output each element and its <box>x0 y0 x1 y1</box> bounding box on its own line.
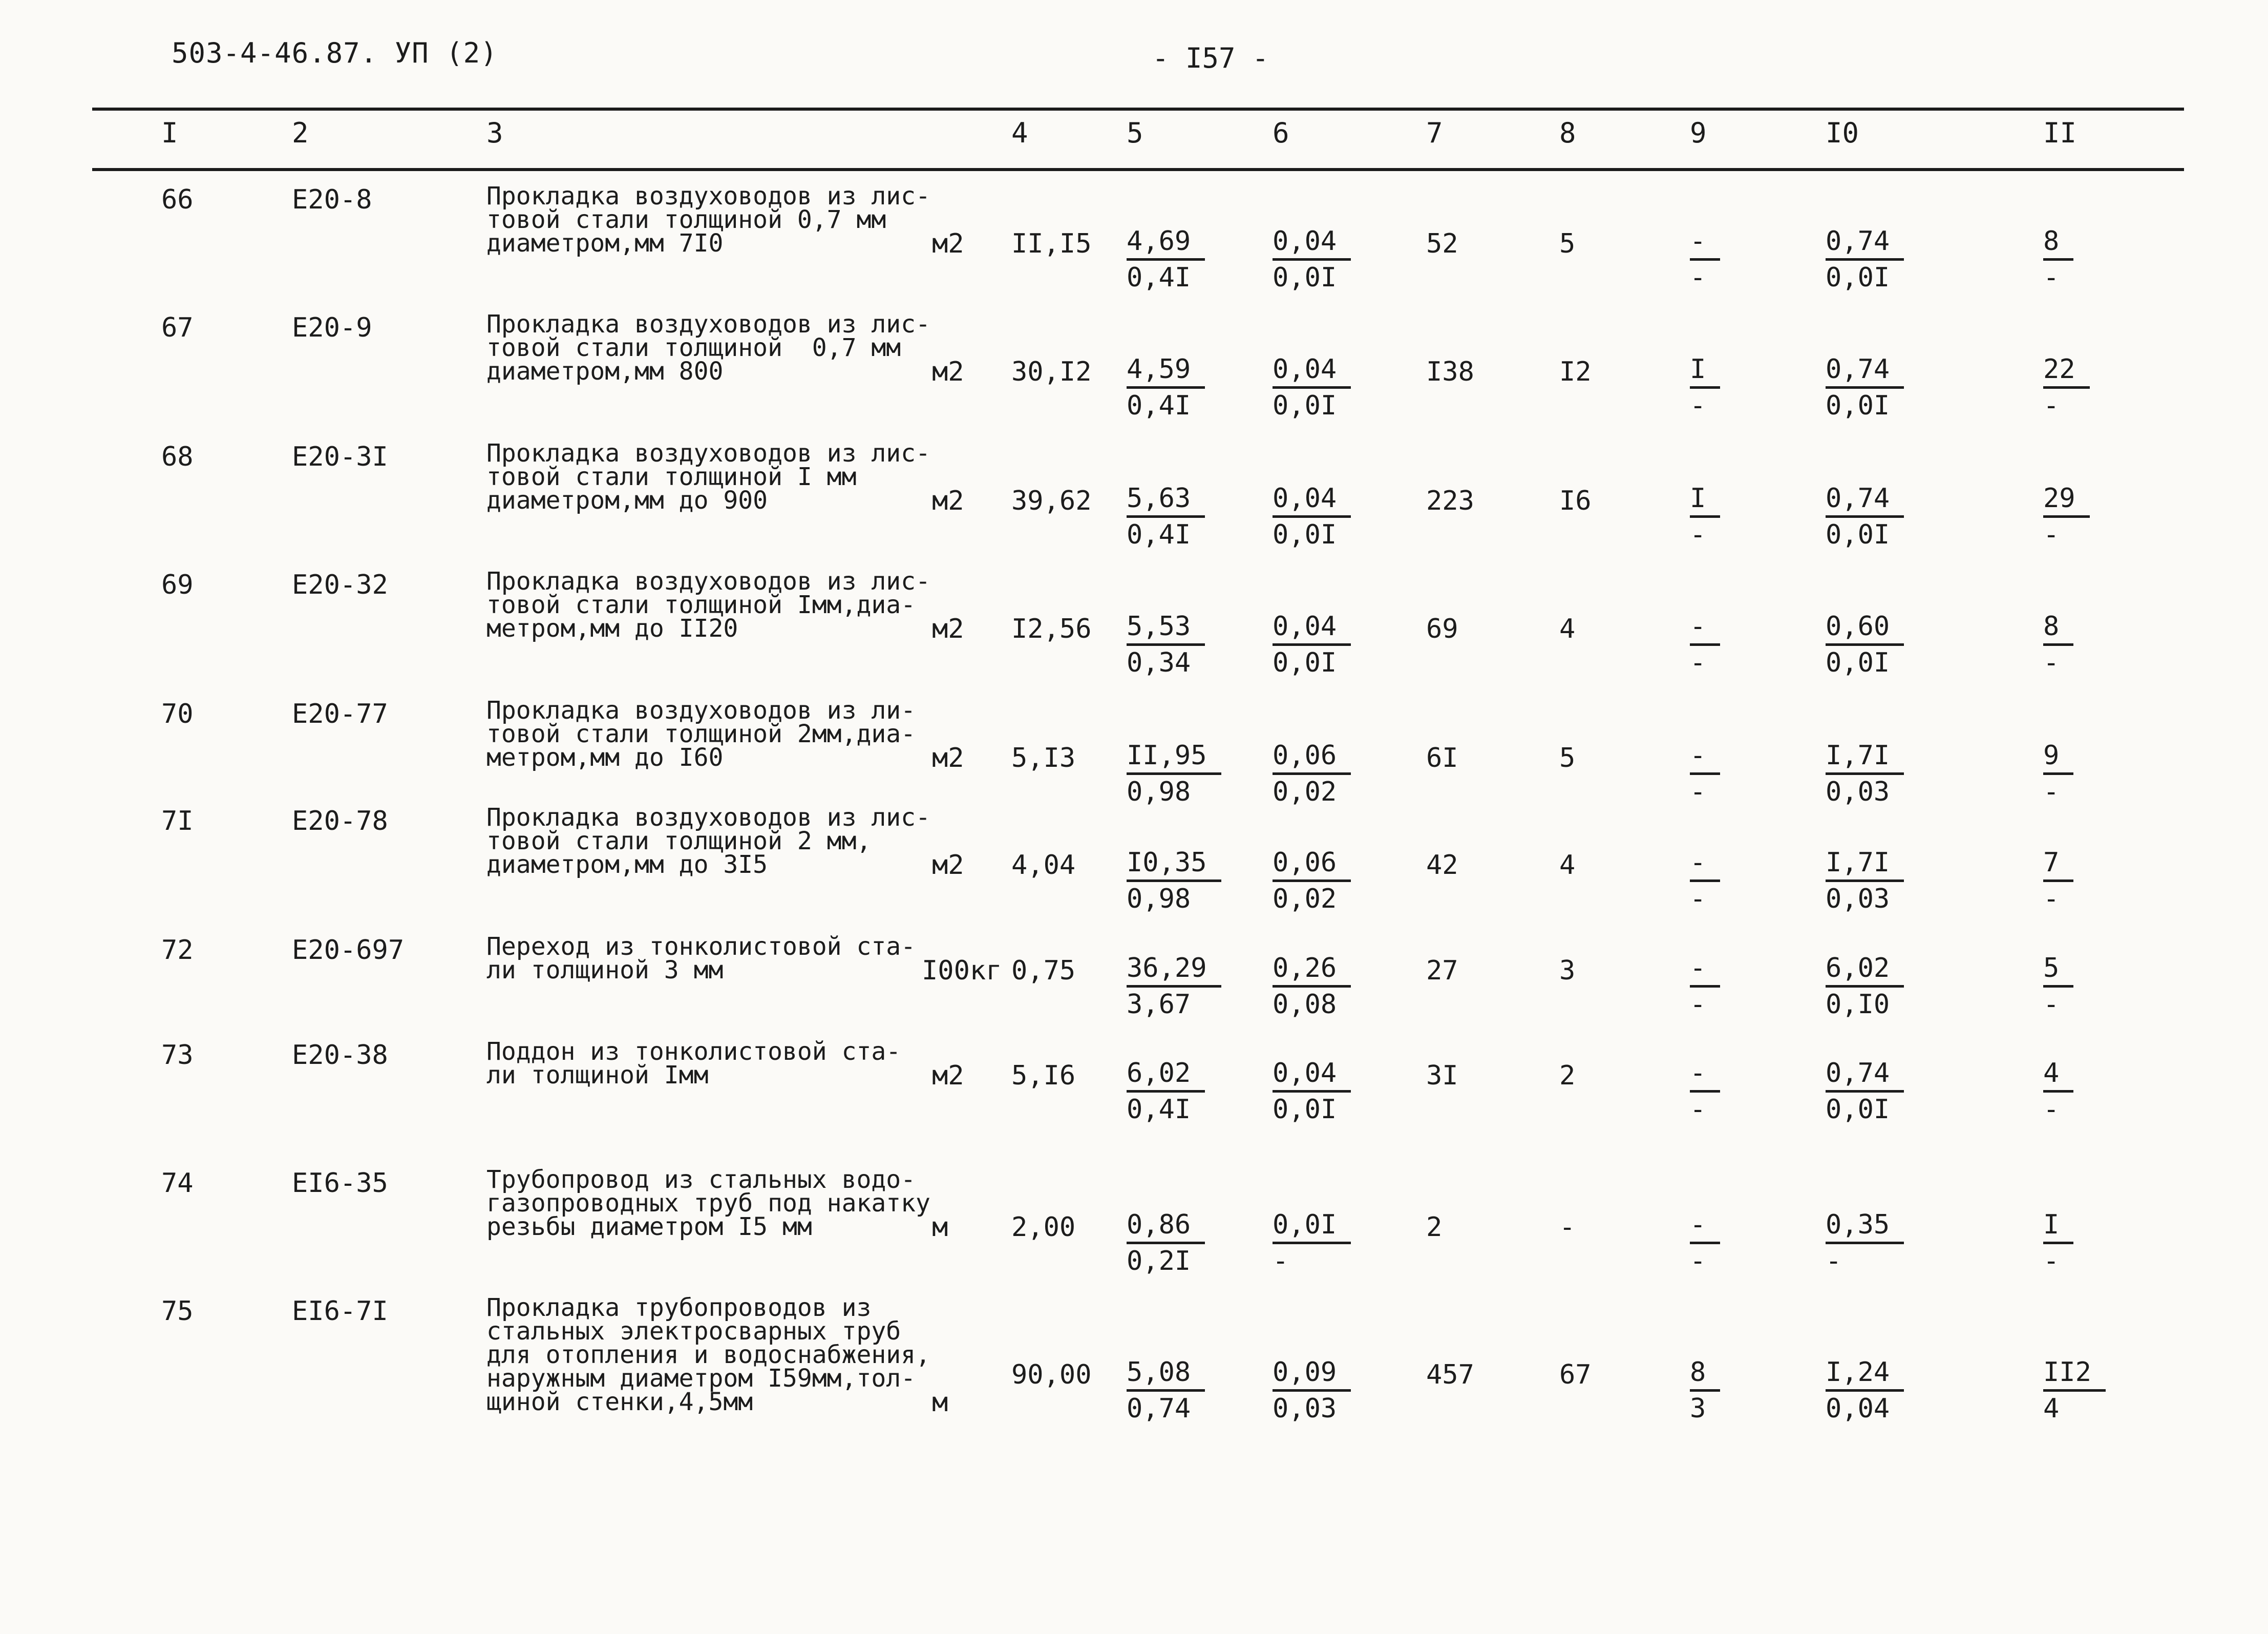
fraction-denominator: 0,03 <box>1273 1393 1337 1424</box>
fraction-denominator: 0,08 <box>1273 989 1337 1020</box>
fraction-denominator: 0,03 <box>1826 884 1890 914</box>
description-line: резьбы диаметром I5 мм <box>486 1212 812 1241</box>
row-number: 74 <box>161 1168 194 1199</box>
fraction-numerator: - <box>1690 224 1720 261</box>
fraction-c9 <box>1690 224 1720 295</box>
fraction-denominator: - <box>2043 390 2060 421</box>
fraction-c6 <box>1273 481 1351 552</box>
row-number: 75 <box>161 1296 194 1327</box>
fraction-numerator: 5,63 <box>1127 481 1205 518</box>
fraction-c9 <box>1690 1355 1720 1426</box>
fraction-numerator: 4 <box>2043 1056 2073 1093</box>
description-line: товой стали толщиной 0,7 мм <box>486 205 886 234</box>
column-8-value: 4 <box>1559 850 1576 881</box>
fraction-numerator: 5,08 <box>1127 1355 1205 1392</box>
work-description <box>486 803 930 879</box>
fraction-c11 <box>2043 1355 2106 1426</box>
work-description <box>486 1165 930 1241</box>
column-8-value: 5 <box>1559 228 1576 259</box>
description-line: Прокладка воздуховодов из лис- <box>486 182 930 211</box>
column-7-value: 457 <box>1426 1359 1474 1390</box>
norm-code: EI6-35 <box>292 1168 388 1199</box>
fraction-numerator: 0,09 <box>1273 1355 1351 1392</box>
description-line: Прокладка воздуховодов из лис- <box>486 310 930 339</box>
unit: м <box>932 1387 948 1418</box>
fraction-numerator: 0,74 <box>1826 352 1904 389</box>
fraction-c5 <box>1127 610 1205 680</box>
fraction-c10 <box>1826 1056 1904 1126</box>
fraction-c10 <box>1826 846 1904 916</box>
description-line: Прокладка воздуховодов из лис- <box>486 803 930 832</box>
fraction-denominator: - <box>2043 1246 2060 1276</box>
fraction-c5 <box>1127 352 1205 423</box>
fraction-denominator: - <box>1690 262 1706 293</box>
norm-code: E20-78 <box>292 806 388 836</box>
description-line: диаметром,мм 7I0 <box>486 229 724 258</box>
column-8-value: 3 <box>1559 955 1576 986</box>
column-header-8: 8 <box>1559 117 1576 149</box>
fraction-denominator: - <box>1690 1094 1706 1125</box>
fraction-c6 <box>1273 846 1351 916</box>
fraction-c11 <box>2043 739 2073 809</box>
fraction-denominator: 0,03 <box>1826 777 1890 807</box>
fraction-denominator: 0,0I <box>1826 647 1890 678</box>
fraction-denominator: - <box>1690 519 1706 550</box>
fraction-c10 <box>1826 739 1904 809</box>
fraction-c11 <box>2043 846 2073 916</box>
work-description <box>486 567 930 643</box>
fraction-numerator: - <box>1690 1056 1720 1093</box>
fraction-denominator: 0,0I <box>1826 262 1890 293</box>
fraction-numerator: 0,60 <box>1826 610 1904 646</box>
description-line: Поддон из тонколистовой ста- <box>486 1037 901 1066</box>
unit: м2 <box>932 357 964 387</box>
fraction-denominator: 0,98 <box>1127 884 1191 914</box>
unit: м2 <box>932 1060 964 1091</box>
fraction-c9 <box>1690 481 1720 552</box>
fraction-denominator: 0,74 <box>1127 1393 1191 1424</box>
fraction-c11 <box>2043 224 2073 295</box>
table-top-rule <box>92 108 2184 111</box>
fraction-c9 <box>1690 610 1720 680</box>
column-header-10: I0 <box>1826 117 1859 149</box>
fraction-numerator: - <box>1690 610 1720 646</box>
fraction-numerator: I <box>1690 481 1720 518</box>
fraction-numerator: - <box>1690 846 1720 882</box>
unit: I00кг <box>922 955 1002 986</box>
quantity: 2,00 <box>1011 1212 1076 1243</box>
page-number: - I57 - <box>1152 42 1269 74</box>
column-header-7: 7 <box>1426 117 1443 149</box>
column-7-value: 27 <box>1426 955 1458 986</box>
fraction-c11 <box>2043 1056 2073 1126</box>
column-header-3: 3 <box>486 117 503 149</box>
fraction-denominator: - <box>1690 1246 1706 1276</box>
fraction-c5 <box>1127 951 1221 1021</box>
row-number: 67 <box>161 312 194 343</box>
fraction-c10 <box>1826 1355 1904 1426</box>
unit: м2 <box>932 228 964 259</box>
quantity: I2,56 <box>1011 614 1092 644</box>
fraction-numerator: 6,02 <box>1127 1056 1205 1093</box>
column-7-value: 69 <box>1426 614 1458 644</box>
norm-code: E20-32 <box>292 570 388 600</box>
fraction-numerator: 0,35 <box>1826 1208 1904 1244</box>
quantity: 90,00 <box>1011 1359 1092 1390</box>
column-8-value: I2 <box>1559 357 1592 387</box>
column-7-value: 3I <box>1426 1060 1458 1091</box>
description-line: Прокладка воздуховодов из лис- <box>486 567 930 596</box>
work-description <box>486 696 916 772</box>
fraction-numerator: I,24 <box>1826 1355 1904 1392</box>
fraction-denominator: 0,98 <box>1127 777 1191 807</box>
column-header-11: II <box>2043 117 2077 149</box>
description-line: метром,мм до II20 <box>486 614 738 643</box>
column-7-value: 42 <box>1426 850 1458 881</box>
column-header-1: I <box>161 117 178 149</box>
fraction-denominator: - <box>2043 884 2060 914</box>
work-description <box>486 439 930 515</box>
fraction-denominator: - <box>1690 647 1706 678</box>
table-header-rule <box>92 168 2184 171</box>
fraction-c5 <box>1127 224 1205 295</box>
fraction-numerator: 0,04 <box>1273 610 1351 646</box>
norm-code: E20-3I <box>292 442 388 472</box>
description-line: Трубопровод из стальных водо- <box>486 1165 916 1194</box>
unit: м2 <box>932 743 964 773</box>
fraction-denominator: 0,0I <box>1826 1094 1890 1125</box>
fraction-c6 <box>1273 1208 1351 1278</box>
fraction-c5 <box>1127 481 1205 552</box>
row-number: 7I <box>161 806 194 836</box>
fraction-denominator: - <box>2043 262 2060 293</box>
fraction-c10 <box>1826 1208 1904 1278</box>
fraction-denominator: 0,4I <box>1127 1094 1191 1125</box>
row-number: 72 <box>161 935 194 966</box>
fraction-c9 <box>1690 352 1720 423</box>
fraction-denominator: 3 <box>1690 1393 1706 1424</box>
fraction-numerator: I <box>2043 1208 2073 1244</box>
norm-code: EI6-7I <box>292 1296 388 1327</box>
description-line: Прокладка трубопроводов из <box>486 1293 872 1322</box>
fraction-denominator: 0,04 <box>1826 1393 1890 1424</box>
fraction-numerator: I <box>1690 352 1720 389</box>
fraction-denominator: 0,0I <box>1826 519 1890 550</box>
description-line: метром,мм до I60 <box>486 743 724 772</box>
fraction-c11 <box>2043 610 2073 680</box>
quantity: 0,75 <box>1011 955 1076 986</box>
fraction-denominator: 0,0I <box>1273 519 1337 550</box>
unit: м <box>932 1212 948 1243</box>
fraction-c10 <box>1826 224 1904 295</box>
fraction-c6 <box>1273 1355 1351 1426</box>
unit: м2 <box>932 850 964 881</box>
fraction-denominator: 0,02 <box>1273 884 1337 914</box>
norm-code: E20-38 <box>292 1040 388 1071</box>
fraction-denominator: - <box>1690 390 1706 421</box>
description-line: Переход из тонколистовой ста- <box>486 932 916 961</box>
column-header-6: 6 <box>1273 117 1289 149</box>
description-line: диаметром,мм 800 <box>486 357 724 386</box>
fraction-c6 <box>1273 610 1351 680</box>
column-7-value: 2 <box>1426 1212 1443 1243</box>
unit: м2 <box>932 614 964 644</box>
description-line: товой стали толщиной 2мм,диа- <box>486 720 916 748</box>
description-line: Прокладка воздуховодов из лис- <box>486 439 930 468</box>
quantity: 5,I3 <box>1011 743 1076 773</box>
row-number: 70 <box>161 699 194 729</box>
fraction-denominator: 0,0I <box>1273 647 1337 678</box>
fraction-numerator: 4,59 <box>1127 352 1205 389</box>
fraction-denominator: 0,0I <box>1273 1094 1337 1125</box>
fraction-c9 <box>1690 846 1720 916</box>
fraction-numerator: 0,74 <box>1826 224 1904 261</box>
column-header-4: 4 <box>1011 117 1028 149</box>
fraction-c10 <box>1826 610 1904 680</box>
fraction-numerator: 6,02 <box>1826 951 1904 988</box>
document-code: 503-4-46.87. УП (2) <box>172 37 498 69</box>
fraction-numerator: 0,06 <box>1273 739 1351 775</box>
fraction-c5 <box>1127 846 1221 916</box>
column-8-value: 4 <box>1559 614 1576 644</box>
quantity: 5,I6 <box>1011 1060 1076 1091</box>
fraction-numerator: 0,86 <box>1127 1208 1205 1244</box>
description-line: для отопления и водоснабжения, <box>486 1340 930 1369</box>
row-number: 68 <box>161 442 194 472</box>
fraction-numerator: 8 <box>2043 610 2073 646</box>
fraction-denominator: - <box>1826 1246 1842 1276</box>
norm-code: E20-8 <box>292 184 372 215</box>
fraction-numerator: 8 <box>2043 224 2073 261</box>
table-header-row <box>0 117 2268 158</box>
description-line: Прокладка воздуховодов из ли- <box>486 696 916 725</box>
work-description <box>486 1293 930 1416</box>
norm-code: E20-9 <box>292 312 372 343</box>
fraction-numerator: I0,35 <box>1127 846 1221 882</box>
fraction-denominator: - <box>2043 1094 2060 1125</box>
fraction-numerator: - <box>1690 1208 1720 1244</box>
description-line: товой стали толщиной 0,7 мм <box>486 333 901 362</box>
fraction-c6 <box>1273 739 1351 809</box>
column-7-value: 223 <box>1426 486 1474 516</box>
quantity: II,I5 <box>1011 228 1092 259</box>
fraction-c5 <box>1127 739 1221 809</box>
fraction-c6 <box>1273 951 1351 1021</box>
description-line: ли толщиной 3 мм <box>486 956 724 984</box>
fraction-c11 <box>2043 481 2090 552</box>
fraction-numerator: 7 <box>2043 846 2073 882</box>
fraction-c11 <box>2043 1208 2073 1278</box>
fraction-numerator: 29 <box>2043 481 2090 518</box>
column-7-value: 6I <box>1426 743 1458 773</box>
fraction-denominator: 0,0I <box>1273 390 1337 421</box>
description-line: товой стали толщиной 2 мм, <box>486 827 872 855</box>
fraction-denominator: 0,02 <box>1273 777 1337 807</box>
description-line: товой стали толщиной I мм <box>486 463 857 491</box>
description-line: диаметром,мм до 3I5 <box>486 850 768 879</box>
fraction-numerator: 0,04 <box>1273 224 1351 261</box>
quantity: 4,04 <box>1011 850 1076 881</box>
fraction-numerator: II,95 <box>1127 739 1221 775</box>
description-line: щиной стенки,4,5мм <box>486 1388 753 1416</box>
work-description <box>486 1037 901 1090</box>
fraction-c9 <box>1690 1056 1720 1126</box>
fraction-c6 <box>1273 224 1351 295</box>
unit: м2 <box>932 486 964 516</box>
column-header-5: 5 <box>1127 117 1143 149</box>
fraction-c5 <box>1127 1056 1205 1126</box>
fraction-denominator: - <box>2043 989 2060 1020</box>
fraction-denominator: 0,0I <box>1273 262 1337 293</box>
fraction-c10 <box>1826 951 1904 1021</box>
description-line: наружным диаметром I59мм,тол- <box>486 1364 916 1393</box>
fraction-numerator: - <box>1690 739 1720 775</box>
fraction-c6 <box>1273 352 1351 423</box>
fraction-numerator: 4,69 <box>1127 224 1205 261</box>
norm-code: E20-697 <box>292 935 405 966</box>
fraction-c9 <box>1690 951 1720 1021</box>
fraction-c6 <box>1273 1056 1351 1126</box>
fraction-numerator: 0,06 <box>1273 846 1351 882</box>
column-8-value: 5 <box>1559 743 1576 773</box>
fraction-denominator: - <box>1690 989 1706 1020</box>
work-description <box>486 932 916 984</box>
fraction-numerator: 36,29 <box>1127 951 1221 988</box>
fraction-denominator: 0,34 <box>1127 647 1191 678</box>
fraction-denominator: 0,4I <box>1127 262 1191 293</box>
fraction-numerator: 5,53 <box>1127 610 1205 646</box>
fraction-c5 <box>1127 1355 1205 1426</box>
description-line: товой стали толщиной Iмм,диа- <box>486 591 916 619</box>
work-description <box>486 182 930 258</box>
fraction-numerator: I,7I <box>1826 739 1904 775</box>
fraction-c5 <box>1127 1208 1205 1278</box>
column-8-value: 2 <box>1559 1060 1576 1091</box>
fraction-denominator: 0,2I <box>1127 1246 1191 1276</box>
fraction-numerator: - <box>1690 951 1720 988</box>
row-number: 66 <box>161 184 194 215</box>
fraction-denominator: - <box>1690 884 1706 914</box>
column-8-value: 67 <box>1559 1359 1592 1390</box>
fraction-numerator: 0,04 <box>1273 481 1351 518</box>
fraction-numerator: II2 <box>2043 1355 2106 1392</box>
fraction-numerator: 0,74 <box>1826 1056 1904 1093</box>
fraction-denominator: 0,0I <box>1826 390 1890 421</box>
column-header-9: 9 <box>1690 117 1707 149</box>
column-7-value: 52 <box>1426 228 1458 259</box>
quantity: 39,62 <box>1011 486 1092 516</box>
fraction-denominator: 3,67 <box>1127 989 1191 1020</box>
fraction-denominator: - <box>2043 647 2060 678</box>
fraction-c9 <box>1690 739 1720 809</box>
work-description <box>486 310 930 386</box>
fraction-numerator: I,7I <box>1826 846 1904 882</box>
fraction-denominator: 4 <box>2043 1393 2060 1424</box>
fraction-numerator: 0,0I <box>1273 1208 1351 1244</box>
fraction-denominator: - <box>2043 777 2060 807</box>
fraction-numerator: 8 <box>1690 1355 1720 1392</box>
column-8-value: - <box>1559 1212 1576 1243</box>
fraction-c10 <box>1826 352 1904 423</box>
row-number: 73 <box>161 1040 194 1071</box>
column-7-value: I38 <box>1426 357 1474 387</box>
fraction-denominator: - <box>1690 777 1706 807</box>
fraction-c9 <box>1690 1208 1720 1278</box>
fraction-c10 <box>1826 481 1904 552</box>
fraction-denominator: - <box>1273 1246 1289 1276</box>
fraction-numerator: 0,04 <box>1273 1056 1351 1093</box>
fraction-denominator: 0,4I <box>1127 519 1191 550</box>
fraction-c11 <box>2043 951 2073 1021</box>
fraction-numerator: 5 <box>2043 951 2073 988</box>
norm-code: E20-77 <box>292 699 388 729</box>
description-line: стальных электросварных труб <box>486 1317 901 1346</box>
fraction-numerator: 0,26 <box>1273 951 1351 988</box>
quantity: 30,I2 <box>1011 357 1092 387</box>
fraction-numerator: 0,04 <box>1273 352 1351 389</box>
column-header-2: 2 <box>292 117 309 149</box>
fraction-denominator: - <box>2043 519 2060 550</box>
fraction-numerator: 22 <box>2043 352 2090 389</box>
fraction-c11 <box>2043 352 2090 423</box>
column-8-value: I6 <box>1559 486 1592 516</box>
fraction-denominator: 0,4I <box>1127 390 1191 421</box>
row-number: 69 <box>161 570 194 600</box>
description-line: диаметром,мм до 900 <box>486 486 768 515</box>
description-line: газопроводных труб под накатку <box>486 1189 930 1218</box>
fraction-denominator: 0,I0 <box>1826 989 1890 1020</box>
fraction-numerator: 0,74 <box>1826 481 1904 518</box>
description-line: ли толщиной Iмм <box>486 1061 709 1090</box>
fraction-numerator: 9 <box>2043 739 2073 775</box>
